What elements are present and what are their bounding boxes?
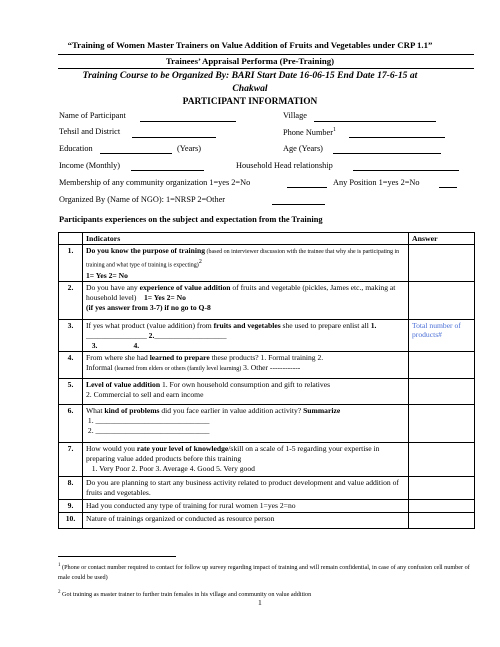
- table-row: [59, 245, 475, 282]
- organized-field[interactable]: [272, 204, 325, 205]
- row-number: 3.: [59, 320, 83, 352]
- footnote-2-marker: 2: [58, 590, 61, 595]
- income-field[interactable]: [131, 170, 204, 171]
- household-label: Household Head relationship: [236, 161, 333, 170]
- household-field[interactable]: [353, 170, 459, 171]
- row-number: 5.: [59, 379, 83, 405]
- row-number: 2.: [59, 282, 83, 320]
- participant-heading: PARTICIPANT INFORMATION: [182, 97, 318, 107]
- row-number: 8.: [59, 477, 83, 500]
- name-field[interactable]: [140, 121, 236, 122]
- phone-footnote-ref: 1: [333, 127, 337, 133]
- village-field[interactable]: [314, 121, 436, 122]
- membership-label: Membership of any community organization 1=yes 2=No: [59, 178, 251, 187]
- phone-label: Phone Number$^1$: [283, 127, 337, 137]
- organized-label: Organized By (Name of NGO): 1=NRSP 2=Other: [59, 195, 226, 204]
- village-label: Village: [283, 111, 307, 120]
- row-number: 1.: [59, 245, 83, 282]
- answer-cell[interactable]: [409, 379, 475, 405]
- header-rule-bottom: [58, 68, 474, 69]
- num-header: [59, 233, 83, 245]
- answer-cell[interactable]: [409, 477, 475, 500]
- page-number: 1: [258, 598, 262, 607]
- income-label: Income (Monthly): [59, 161, 121, 170]
- footnote-1: $^1$ (Phone or contact number required to contact for follow up survey regarding impact of training and will remain confidential, in case of any confusion cell number of male could be used): [58, 563, 470, 582]
- row-number: 6.: [59, 405, 83, 443]
- name-label: Name of Participant: [59, 111, 126, 120]
- answer-cell[interactable]: [409, 513, 475, 529]
- row-number: 4.: [59, 352, 83, 379]
- table-row: [59, 379, 475, 405]
- answer-cell[interactable]: [409, 443, 475, 477]
- indicators-header: Indicators: [83, 233, 409, 245]
- education-label: Education: [59, 144, 93, 153]
- course-line-2: Chakwal: [232, 83, 268, 94]
- table-row: [59, 513, 475, 529]
- total-products-note: Total number of products#: [412, 321, 461, 340]
- indicator-cell: From where she had learned to prepare these products? 1. Formal training 2. Informal (learned from elders or others (family level learning) 3. Other ------------: [83, 352, 409, 379]
- row-number: 10.: [59, 513, 83, 529]
- indicator-cell: Level of value addition 1. For own household consumption and gift to relatives 2. Commercial to sell and earn income: [83, 379, 409, 405]
- table-row: [59, 352, 475, 379]
- indicator-cell: Do you know the purpose of training (based on interviewer discussion with the trainee that why she is participating in training and what type of training is expecting)$^2$ 1= Yes 2= No: [83, 245, 409, 282]
- footnote-1-marker: 1: [58, 563, 61, 568]
- answer-header: Answer: [409, 233, 475, 245]
- table-header-row: [59, 233, 475, 245]
- table-row: [59, 500, 475, 513]
- header-rule-top: [58, 54, 474, 55]
- position-label: Any Position 1=yes 2=No: [333, 178, 420, 187]
- tehsil-field[interactable]: [132, 137, 216, 138]
- indicator-cell: Do you are planning to start any business activity related to product development and value addition of fruits and vegetables.: [83, 477, 409, 500]
- indicator-cell: If yes what product (value addition) from fruits and vegetables she used to prepare enlist all 1. ________________ 2.___________________ 3. 4.: [83, 320, 409, 352]
- document-title: “Training of Women Master Trainers on Value Addition of Fruits and Vegetables under CRP 1.1”: [67, 40, 433, 50]
- education-years-label: (Years): [177, 144, 202, 153]
- section-title: Participants experiences on the subject and expectation from the Training: [59, 215, 323, 224]
- footnote-2: $^2$ Got training as master trainer to further train females in his village and community on value addition: [58, 590, 312, 599]
- age-label: Age (Years): [283, 144, 323, 153]
- answer-cell[interactable]: [409, 352, 475, 379]
- position-field[interactable]: [439, 187, 457, 188]
- answer-cell[interactable]: [409, 500, 475, 513]
- indicator-cell: How would you rate your level of knowledge/skill on a scale of 1-5 regarding your expertise in preparing value added products before this training 1. Very Poor 2. Poor 3. Average 4. Good 5. Very good: [83, 443, 409, 477]
- document-subtitle: Trainees’ Appraisal Performa (Pre-Training): [165, 56, 335, 66]
- table-row: [59, 443, 475, 477]
- indicator-cell: Nature of trainings organized or conducted as resource person: [83, 513, 409, 529]
- tehsil-label: Tehsil and District: [59, 127, 121, 136]
- indicator-cell: What kind of problems did you face earlier in value addition activity? Summarize 1. ______________________________ 2. ______________________________: [83, 405, 409, 443]
- answer-cell[interactable]: [409, 245, 475, 282]
- age-field[interactable]: [333, 153, 441, 154]
- table-row: [59, 320, 475, 352]
- table-row: [59, 477, 475, 500]
- indicator-cell: Do you have any experience of value addition of fruits and vegetable (pickles, James etc., making at household level) 1= Yes 2= No (if yes answer from 3-7) if no go to Q-8: [83, 282, 409, 320]
- education-field[interactable]: [100, 153, 172, 154]
- membership-field[interactable]: [287, 187, 327, 188]
- phone-field[interactable]: [349, 137, 445, 138]
- table-row: [59, 282, 475, 320]
- answer-cell[interactable]: [409, 405, 475, 443]
- answer-cell[interactable]: [409, 282, 475, 320]
- indicator-cell: Had you conducted any type of training for rural women 1=yes 2=no: [83, 500, 409, 513]
- row-number: 7.: [59, 443, 83, 477]
- course-line-1: Training Course to be Organized By: BARI Start Date 16-06-15 End Date 17-6-15 at: [82, 70, 418, 81]
- answer-cell[interactable]: [409, 320, 475, 352]
- footnote-separator: [58, 556, 176, 557]
- row-number: 9.: [59, 500, 83, 513]
- questionnaire-table: [58, 232, 475, 529]
- table-row: [59, 405, 475, 443]
